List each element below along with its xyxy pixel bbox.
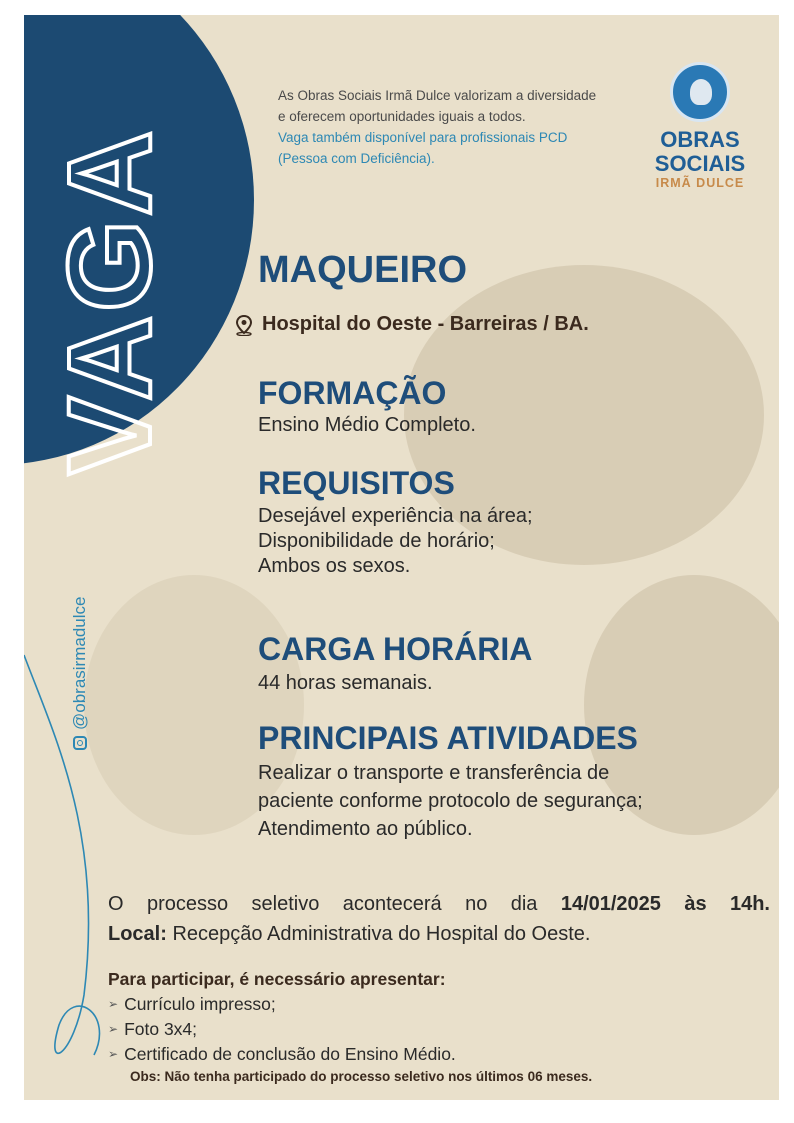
processo-text: O processo seletivo acontecerá no dia [108,893,538,915]
logo-text-sociais: SOCIAIS [654,151,746,176]
carga-heading: CARGA HORÁRIA [258,631,533,667]
arrow-icon: ➢ [108,1022,119,1036]
vaga-outline-text: VAGA [44,126,176,475]
pcd-line-1: Vaga também disponível para profissionais PCD [278,130,568,145]
atividade-line: Atendimento ao público. [258,818,473,840]
atividades-list [258,759,643,843]
requisitos-list [258,504,533,579]
documento-item-text: Foto 3x4; [124,1019,198,1039]
diversity-line-1: As Obras Sociais Irmã Dulce valorizam a diversidade [278,88,597,103]
diversity-notice [278,85,596,169]
requisito-item: Desejável experiência na área; [258,505,533,527]
pcd-line-2: (Pessoa com Deficiência). [278,151,435,166]
documentos-heading: Para participar, é necessário apresentar: [108,969,446,989]
documento-item-text: Currículo impresso; [124,994,276,1014]
documento-item [108,1017,456,1042]
logo-text-obras: OBRAS [660,127,740,152]
formacao-heading: FORMAÇÃO [258,375,447,411]
processo-local-line [108,919,770,949]
processo-date-line [108,889,770,919]
job-location [234,313,589,336]
carga-text: 44 horas semanais. [258,672,433,694]
obras-sociais-logo [630,62,770,262]
processo-seletivo [108,889,770,949]
arrow-icon: ➢ [108,997,119,1011]
atividade-line: Realizar o transporte e transferência de [258,762,610,784]
documentos-list [108,967,456,1067]
instagram-handle[interactable] [70,597,90,750]
location-pin-icon [234,314,254,336]
requisitos-heading: REQUISITOS [258,465,455,501]
obs-note: Obs: Não tenha participado do processo seletivo nos últimos 06 meses. [130,1069,593,1084]
formacao-text: Ensino Médio Completo. [258,414,476,436]
atividade-line: paciente conforme protocolo de segurança; [258,790,643,812]
local-label: Local: [108,923,167,945]
documento-item [108,992,456,1017]
poster [24,15,779,1100]
arrow-icon: ➢ [108,1047,119,1061]
requisito-item: Ambos os sexos. [258,555,411,577]
logo-text-irma-dulce: IRMÃ DULCE [655,176,745,190]
job-location-text: Hospital do Oeste - Barreiras / BA. [262,313,589,335]
atividades-heading: PRINCIPAIS ATIVIDADES [258,720,638,756]
documento-item-text: Certificado de conclusão do Ensino Médio. [124,1044,456,1064]
processo-date: 14/01/2025 às 14h. [560,893,770,915]
logo-portrait-icon [670,62,730,122]
local-text: Recepção Administrativa do Hospital do Oeste. [172,923,591,945]
requisito-item: Disponibilidade de horário; [258,530,495,552]
instagram-icon [73,736,87,750]
job-title: MAQUEIRO [258,249,467,291]
diversity-line-2: e oferecem oportunidades iguais a todos. [278,109,526,124]
documento-item [108,1042,456,1067]
instagram-handle-text: @obrasirmadulce [70,596,89,730]
